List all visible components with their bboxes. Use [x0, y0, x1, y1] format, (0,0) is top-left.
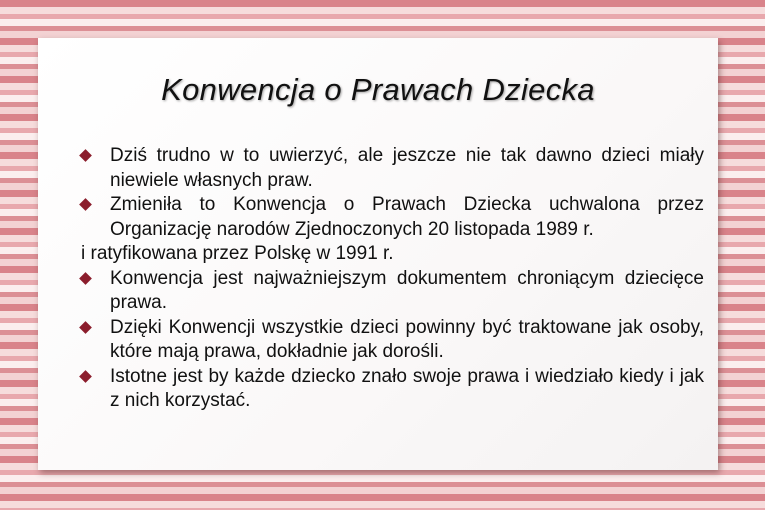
bullet-item [79, 193, 704, 242]
diamond-bullet-icon [79, 272, 92, 285]
diamond-bullet-icon [79, 149, 92, 162]
slide-content [79, 144, 704, 414]
slide-title: Konwencja o Prawach Dziecka [161, 72, 595, 107]
bullet-item [79, 365, 704, 414]
bullet-text: Dzięki Konwencji wszystkie dzieci powinny być traktowane jak osoby, które mają prawa, dokładnie jak dorośli. [110, 316, 704, 362]
diamond-bullet-icon [79, 321, 92, 334]
bullet-item [79, 144, 704, 193]
bullet-text: Dziś trudno w to uwierzyć, ale jeszcze nie tak dawno dzieci miały niewiele własnych praw. [110, 145, 704, 191]
bullet-text: Zmieniła to Konwencja o Prawach Dziecka uchwalona przez Organizację narodów Zjednoczonych 20 listopada 1989 r. [110, 194, 704, 240]
diamond-bullet-icon [79, 370, 92, 383]
bullet-text: Istotne jest by każde dziecko znało swoje prawa i wiedziało kiedy i jak z nich korzystać. [110, 365, 704, 411]
continuation-line [81, 242, 704, 267]
bullet-item [79, 267, 704, 316]
bullet-item [79, 316, 704, 365]
bullet-text: Konwencja jest najważniejszym dokumentem chroniącym dziecięce prawa. [110, 267, 704, 313]
diamond-bullet-icon [79, 198, 92, 211]
continuation-text: i ratyfikowana przez Polskę w 1991 r. [81, 243, 394, 264]
